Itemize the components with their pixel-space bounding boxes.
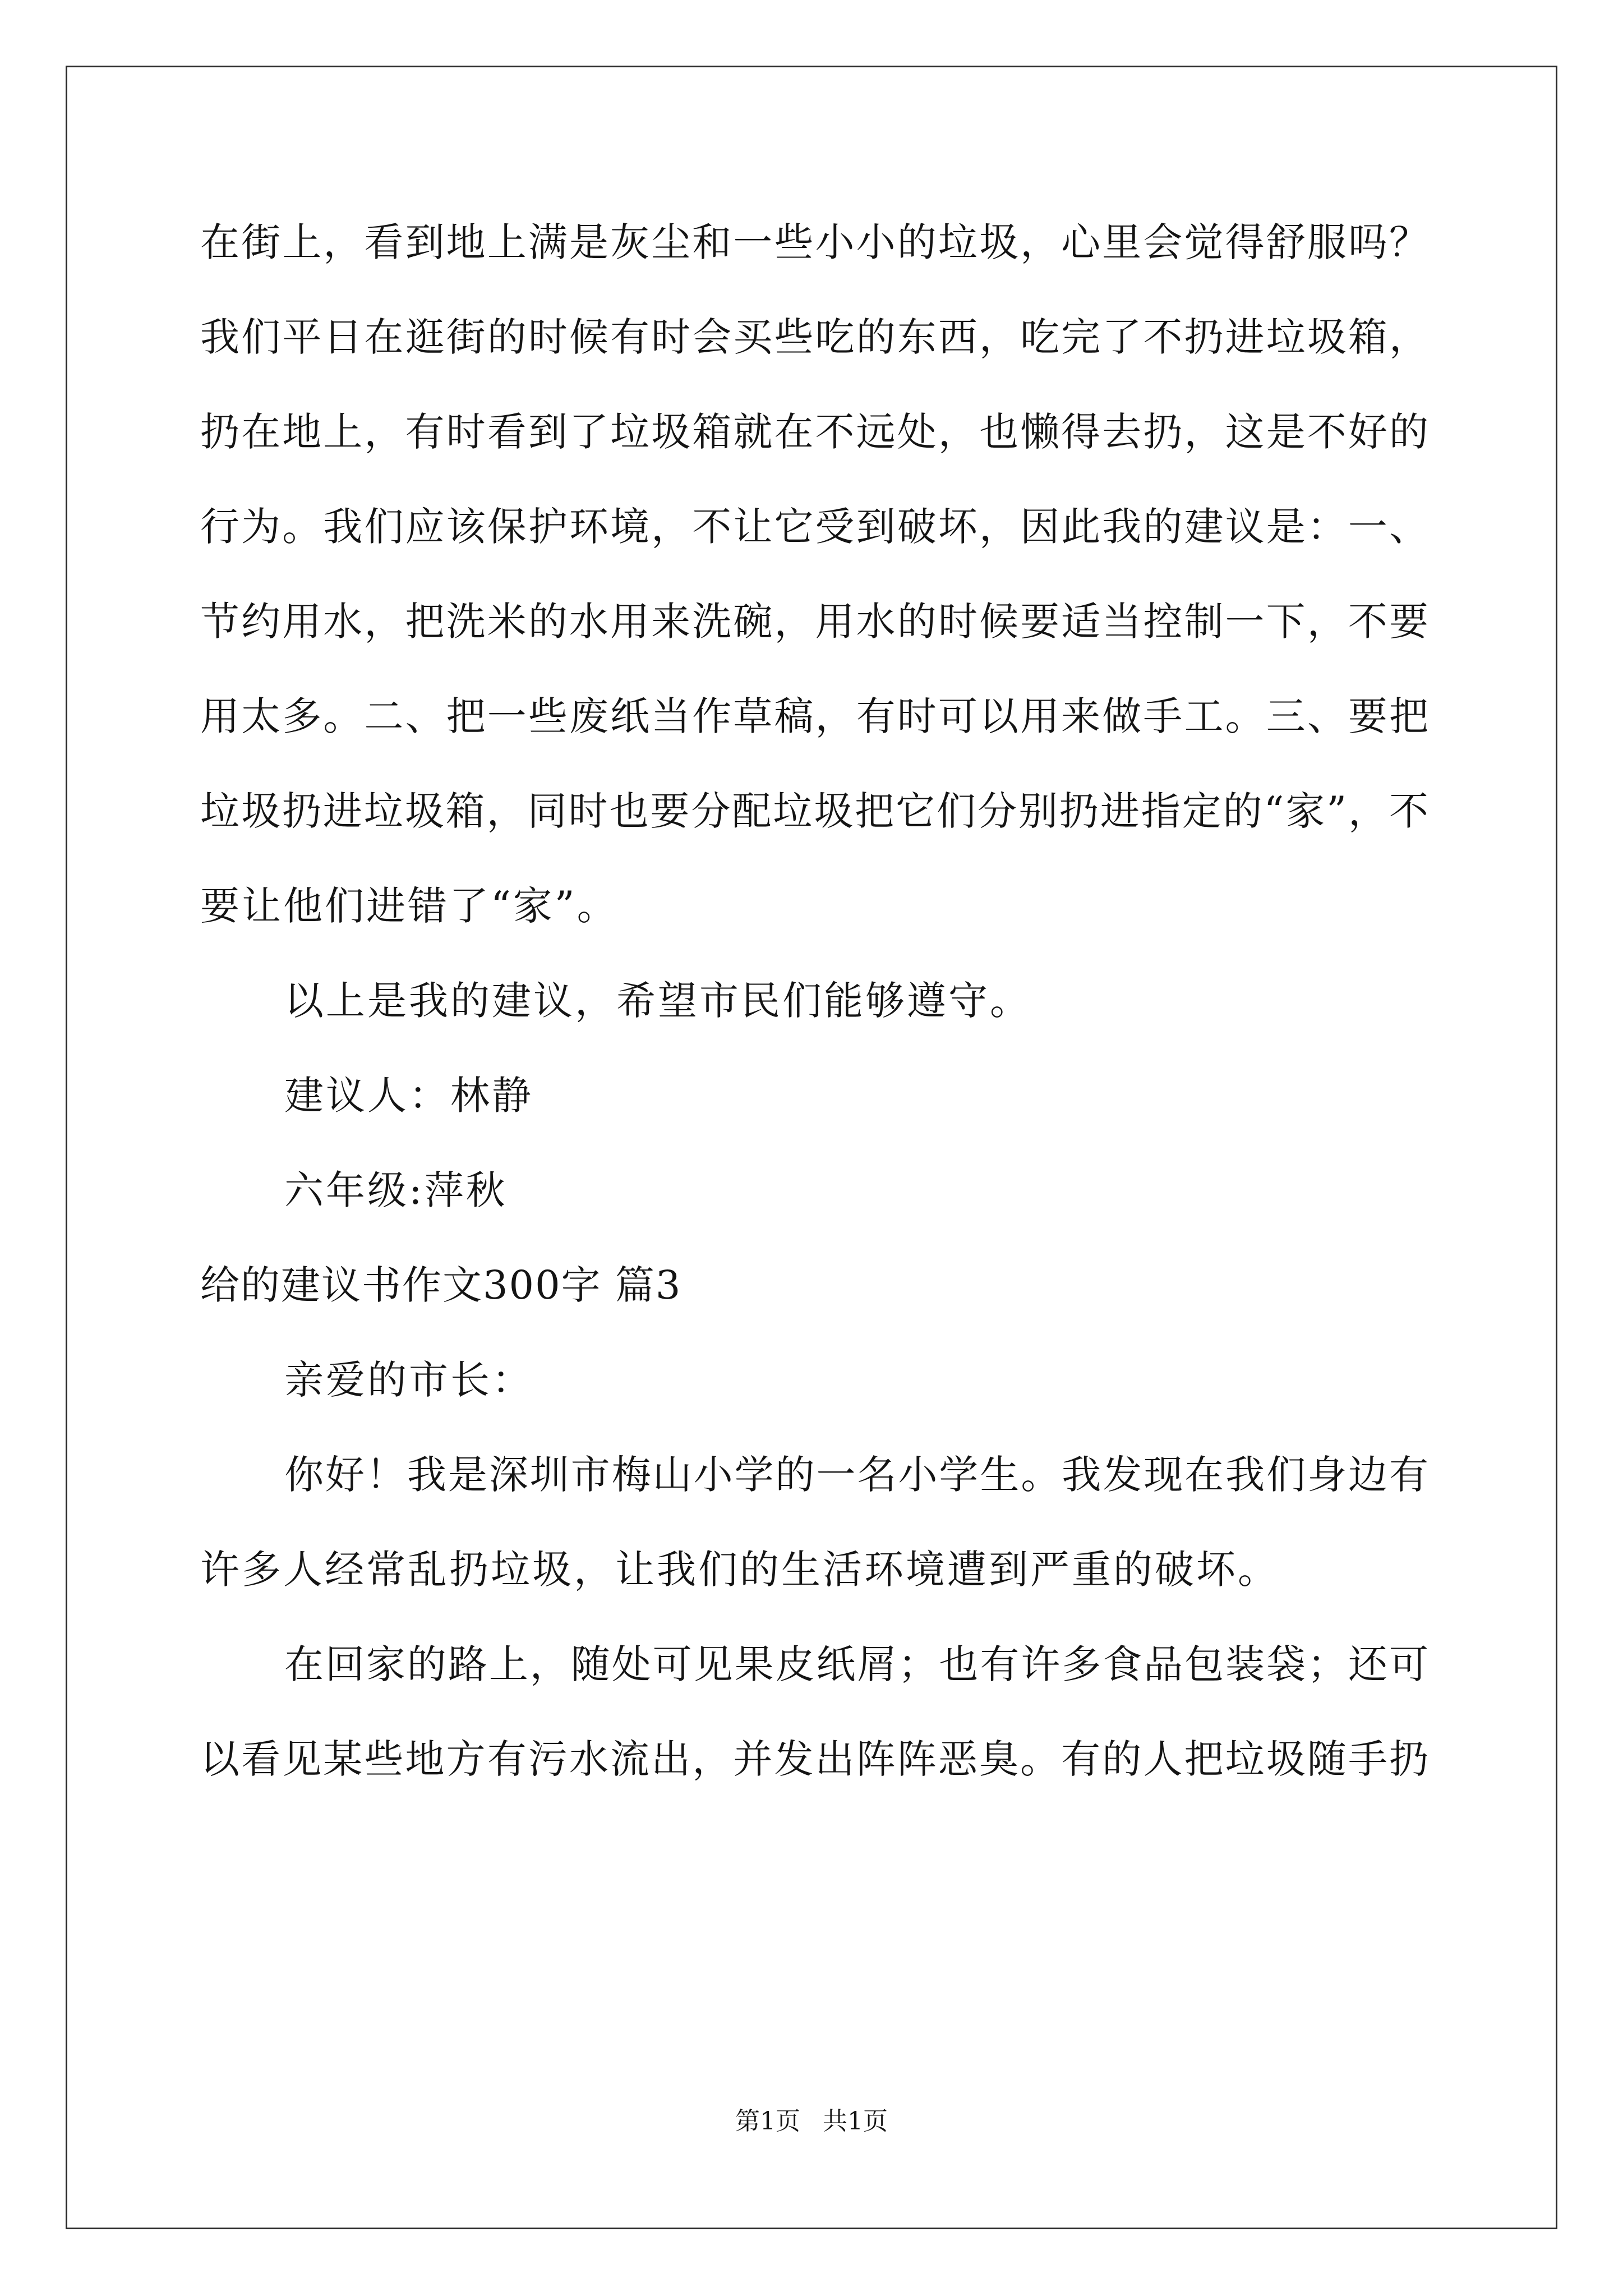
paragraph-line: 节约用水，把洗米的水用来洗碗，用水的时候要适当控制一下，不要 <box>200 599 1428 645</box>
page-footer <box>0 2105 1623 2138</box>
paragraph-line: 我们平日在逛街的时候有时会买些吃的东西，吃完了不扔进垃圾箱， <box>200 314 1428 360</box>
paragraph-line: 以看见某些地方有污水流出，并发出阵阵恶臭。有的人把垃圾随手扔 <box>200 1736 1428 1782</box>
paragraph-line: 用太多。二、把一些废纸当作草稿，有时可以用来做手工。三、要把 <box>200 693 1428 739</box>
paragraph-line: 以上是我的建议，希望市民们能够遵守。 <box>284 978 1031 1024</box>
paragraph-line: 行为。我们应该保护环境，不让它受到破坏，因此我的建议是：一、 <box>200 504 1428 550</box>
paragraph-line: 在回家的路上，随处可见果皮纸屑；也有许多食品包装袋；还可 <box>284 1641 1428 1687</box>
paragraph-line: 垃圾扔进垃圾箱，同时也要分配垃圾把它们分别扔进指定的“家”，不 <box>200 788 1428 834</box>
salutation-line: 亲爱的市长： <box>284 1357 533 1403</box>
page-number: 第1页 <box>735 2107 800 2136</box>
paragraph-line: 你好！我是深圳市梅山小学的一名小学生。我发现在我们身边有 <box>284 1452 1428 1498</box>
paragraph-line: 在街上，看到地上满是灰尘和一些小小的垃圾，心里会觉得舒服吗？ <box>200 219 1428 265</box>
page-total: 共1页 <box>823 2107 888 2136</box>
paragraph-line: 要让他们进错了“家”。 <box>200 883 619 929</box>
grade-line: 六年级:萍秋 <box>284 1167 508 1213</box>
section-heading: 给的建议书作文300字 篇3 <box>200 1262 682 1308</box>
page-border <box>66 66 1557 2229</box>
paragraph-line: 扔在地上，有时看到了垃圾箱就在不远处，也懒得去扔，这是不好的 <box>200 409 1428 455</box>
signature-line: 建议人：林静 <box>284 1073 533 1119</box>
paragraph-line: 许多人经常乱扔垃圾，让我们的生活环境遭到严重的破坏。 <box>200 1547 1279 1593</box>
